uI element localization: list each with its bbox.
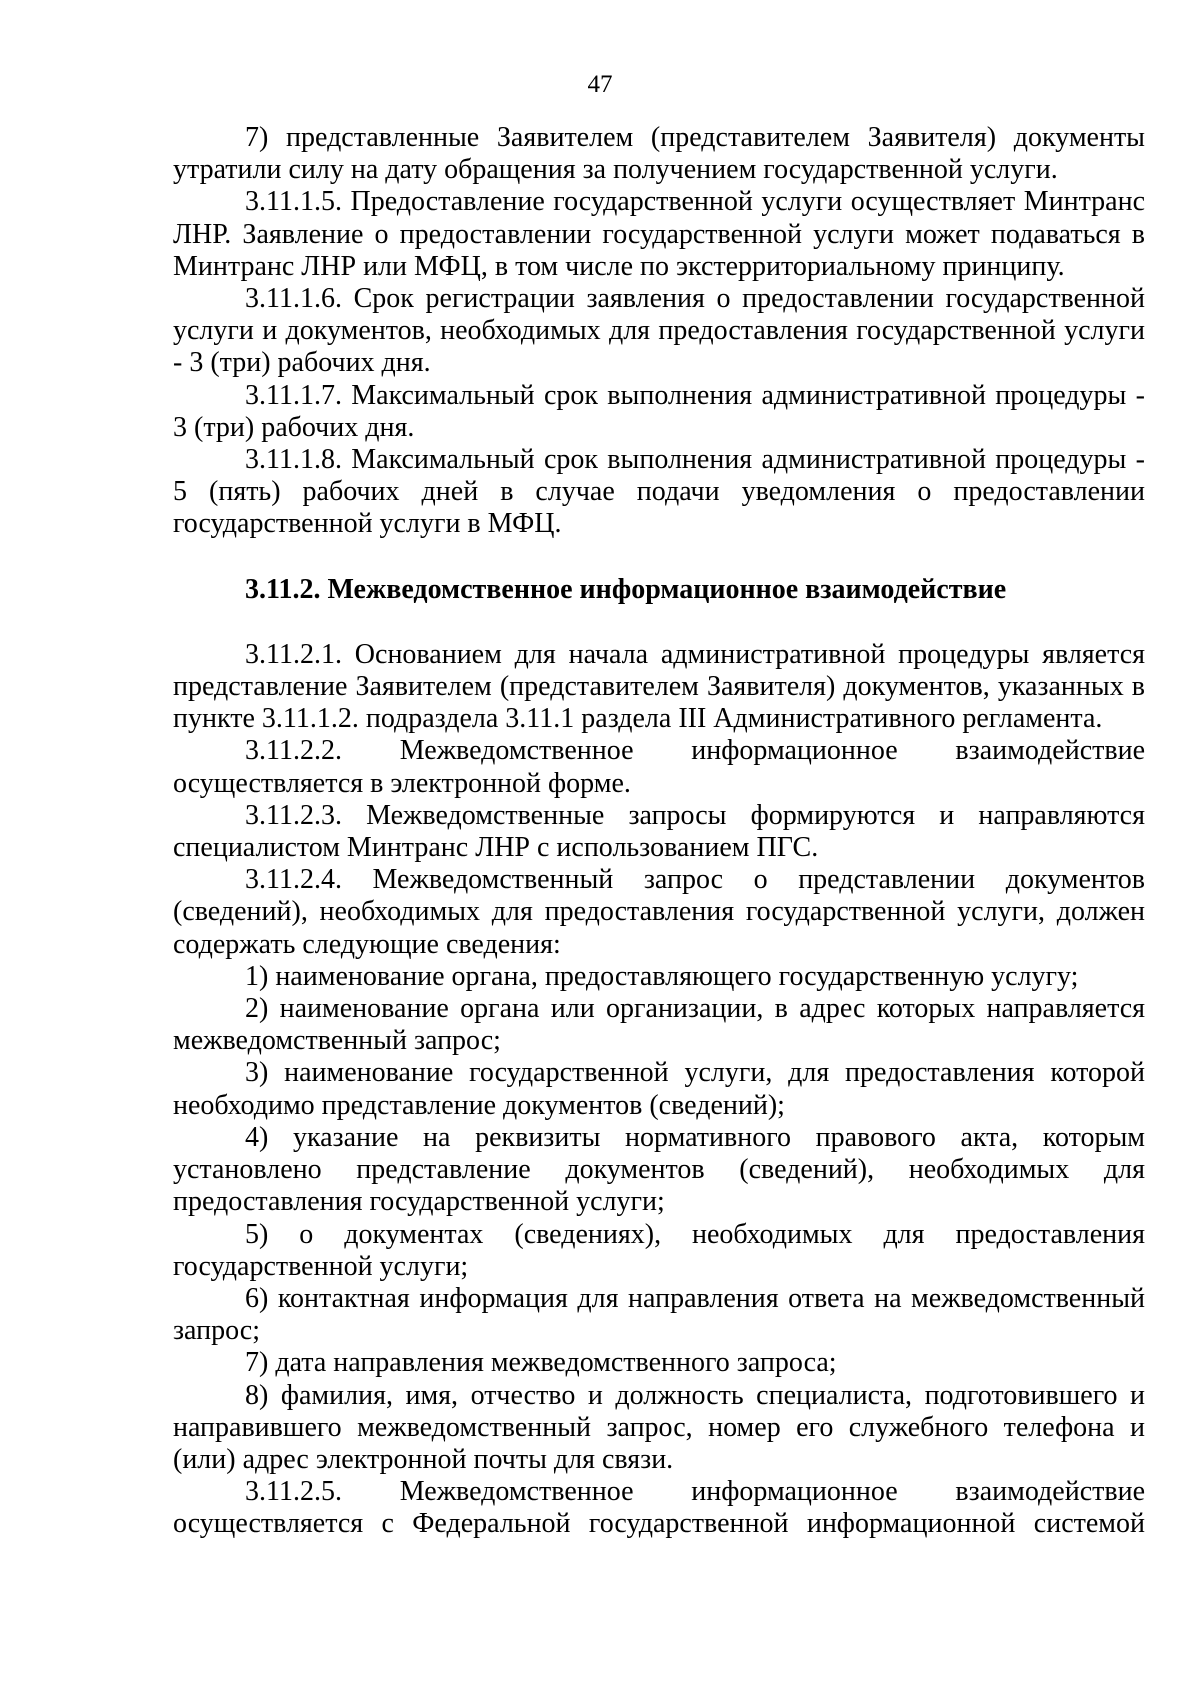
paragraph-3-11-1-6: 3.11.1.6. Срок регистрации заявления о предоставлении государственной услуги и документов, необходимых для предоставления государственной услуги - 3 (три) рабочих дня. bbox=[173, 283, 1145, 379]
list-item-7: 7) дата направления межведомственного запроса; bbox=[245, 1347, 837, 1379]
section-heading: 3.11.2. Межведомственное информационное взаимодействие bbox=[245, 573, 1007, 605]
paragraph-3-11-2-3: 3.11.2.3. Межведомственные запросы формируются и направляются специалистом Минтранс ЛНР с использованием ПГС. bbox=[173, 799, 1145, 864]
document-body bbox=[173, 122, 1145, 1541]
list-item-3: 3) наименование государственной услуги, для предоставления которой необходимо представление документов (сведений); bbox=[173, 1057, 1145, 1121]
list-item-4: 4) указание на реквизиты нормативного правового акта, которым установлено представление документов (сведений), необходимых для предоставления государственной услуги; bbox=[173, 1121, 1145, 1218]
paragraph-item-7: 7) представленные Заявителем (представителем Заявителя) документы утратили силу на дату обращения за получением государственной услуги. bbox=[173, 122, 1145, 186]
paragraph-3-11-2-1: 3.11.2.1. Основанием для начала административной процедуры является представление Заявителем (представителем Заявителя) документов, указанных в пункте 3.11.1.2. подраздела 3.11.1 раздела III Административного регламента. bbox=[173, 638, 1145, 735]
list-item-1: 1) наименование органа, предоставляющего государственную услугу; bbox=[245, 960, 1079, 992]
paragraph-3-11-1-5: 3.11.1.5. Предоставление государственной услуги осуществляет Минтранс ЛНР. Заявление о предоставлении государственной услуги может подаваться в Минтранс ЛНР или МФЦ, в том числе по экстерриториальному принципу. bbox=[173, 186, 1145, 282]
list-item-5: 5) о документах (сведениях), необходимых для предоставления государственной услуги; bbox=[173, 1218, 1145, 1282]
paragraph-3-11-2-5: 3.11.2.5. Межведомственное информационное взаимодействие осуществляется с Федеральной государственной информационной системой bbox=[173, 1476, 1145, 1540]
list-item-2: 2) наименование органа или организации, в адрес которых направляется межведомственный запрос; bbox=[173, 993, 1145, 1057]
paragraph-3-11-2-4: 3.11.2.4. Межведомственный запрос о представлении документов (сведений), необходимых для предоставления государственной услуги, должен содержать следующие сведения: bbox=[173, 864, 1145, 960]
paragraph-3-11-2-2: 3.11.2.2. Межведомственное информационное взаимодействие осуществляется в электронной форме. bbox=[173, 735, 1145, 799]
paragraph-3-11-1-8: 3.11.1.8. Максимальный срок выполнения административной процедуры - 5 (пять) рабочих дней в случае подачи уведомления о предоставлении государственной услуги в МФЦ. bbox=[173, 444, 1145, 540]
paragraph-3-11-1-7: 3.11.1.7. Максимальный срок выполнения административной процедуры - 3 (три) рабочих дня. bbox=[173, 379, 1145, 443]
list-item-8: 8) фамилия, имя, отчество и должность специалиста, подготовившего и направившего межведомственный запрос, номер его служебного телефона и (или) адрес электронной почты для связи. bbox=[173, 1379, 1145, 1475]
page-number: 47 bbox=[587, 71, 613, 98]
list-item-6: 6) контактная информация для направления ответа на межведомственный запрос; bbox=[173, 1282, 1145, 1347]
